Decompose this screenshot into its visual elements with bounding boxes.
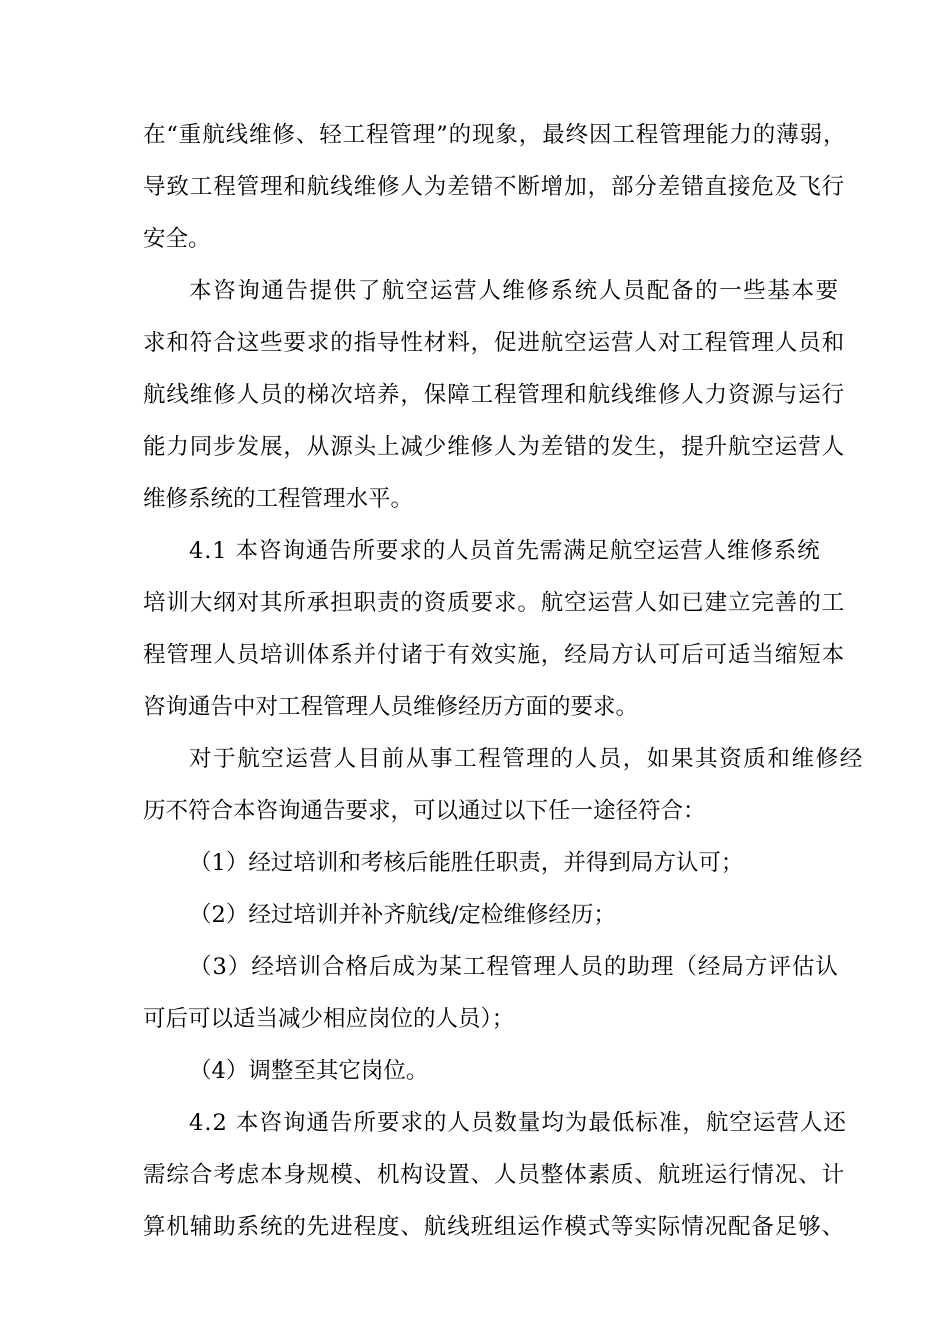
text-line-12: 咨询通告中对工程管理人员维修经历方面的要求。	[143, 694, 639, 720]
text-line-11: 程管理人员培训体系并付诸于有效实施，经局方认可后可适当缩短本	[143, 642, 846, 668]
text-line-16: （2）经过培训并补齐航线/定检维修经历；	[189, 902, 616, 928]
text-line-15: （1）经过培训和考核后能胜任职责，并得到局方认可；	[189, 850, 744, 876]
text-line-17: （3）经培训合格后成为某工程管理人员的助理（经局方评估认	[189, 954, 839, 980]
text-line-3: 安全。	[143, 226, 211, 252]
text-line-21: 需综合考虑本身规模、机构设置、人员整体素质、航班运行情况、计	[143, 1162, 846, 1188]
text-line-9: 4.1 本咨询通告所要求的人员首先需满足航空运营人维修系统	[189, 538, 821, 564]
text-line-5: 求和符合这些要求的指导性材料，促进航空运营人对工程管理人员和	[143, 330, 846, 356]
text-line-10: 培训大纲对其所承担职责的资质要求。航空运营人如已建立完善的工	[143, 590, 846, 616]
text-line-7: 能力同步发展，从源头上减少维修人为差错的发生，提升航空运营人	[143, 434, 846, 460]
text-line-6: 航线维修人员的梯次培养，保障工程管理和航线维修人力资源与运行	[143, 382, 846, 408]
text-line-1: 在“重航线维修、轻工程管理”的现象，最终因工程管理能力的薄弱，	[143, 122, 847, 148]
text-line-18: 可后可以适当减少相应岗位的人员）；	[143, 1006, 515, 1032]
text-line-8: 维修系统的工程管理水平。	[143, 486, 414, 512]
text-line-19: （4）调整至其它岗位。	[189, 1058, 429, 1084]
text-line-4: 本咨询通告提供了航空运营人维修系统人员配备的一些基本要	[189, 278, 840, 304]
text-line-2: 导致工程管理和航线维修人为差错不断增加，部分差错直接危及飞行	[143, 174, 846, 200]
text-line-13: 对于航空运营人目前从事工程管理的人员，如果其资质和维修经	[189, 746, 864, 772]
text-line-14: 历不符合本咨询通告要求，可以通过以下任一途径符合：	[143, 798, 706, 824]
text-line-22: 算机辅助系统的先进程度、航线班组运作模式等实际情况配备足够、	[143, 1214, 846, 1240]
text-line-20: 4.2 本咨询通告所要求的人员数量均为最低标准，航空运营人还	[189, 1110, 847, 1136]
